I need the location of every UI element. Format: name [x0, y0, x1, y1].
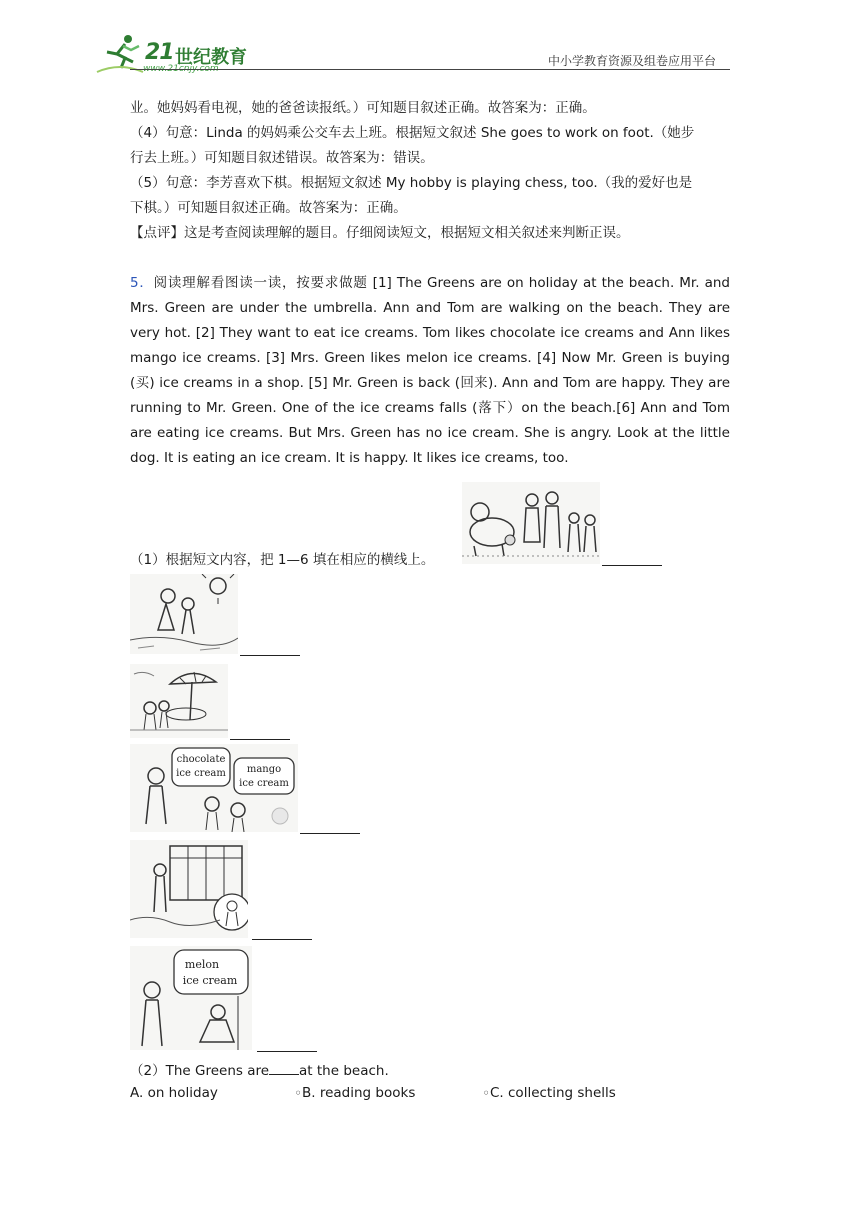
sub-question-2 [130, 1060, 389, 1082]
answer-blank[interactable] [300, 832, 360, 834]
bubble-mango-line1: mango [246, 764, 282, 775]
picture-walking-on-beach [130, 574, 238, 654]
answer-line: 行去上班。）可知题目叙述错误。故答案为：错误。 [130, 150, 434, 166]
question-5-passage [130, 271, 730, 471]
answer-blank[interactable] [252, 938, 312, 940]
option-b[interactable]: B. reading books [302, 1085, 416, 1101]
sub-question-2-after: at the beach. [299, 1063, 389, 1079]
page-header [95, 32, 730, 78]
logo-name: 世纪教育 [175, 47, 247, 68]
answer-line: （5）句意：李芳喜欢下棋。根据短文叙述 My hobby is playing chess, too.（我的爱好也是 [130, 175, 693, 191]
answer-line: 下棋。）可知题目叙述正确。故答案为：正确。 [130, 200, 407, 216]
answer-options [130, 1085, 730, 1107]
comment-line: 【点评】这是考查阅读理解的题目。仔细阅读短文，根据短文相关叙述来判断正误。 [130, 225, 630, 241]
logo-number: 21 [145, 40, 174, 65]
answer-line: （4）句意：Linda 的妈妈乘公交车去上班。根据短文叙述 She goes to work on foot.（她步 [130, 125, 695, 141]
question-number: 5． [130, 275, 154, 291]
picture-under-umbrella [130, 664, 228, 738]
picture-buying-ice-creams [130, 840, 248, 938]
answer-blank[interactable] [602, 564, 662, 566]
option-c[interactable]: C. collecting shells [490, 1085, 616, 1101]
answer-blank[interactable] [240, 654, 300, 656]
passage-text: 阅读理解看图读一读，按要求做题 [1] The Greens are on holiday at the beach. Mr. and Mrs. Green are under the umbrella. Ann and Tom are walking on the beach. They are very hot. [2] They want to eat ice creams. Tom likes chocolate ice creams and Ann likes mango ice creams. [3] Mrs. Green likes melon ice creams. [4] Now Mr. Green is buying (买) ice creams in a shop. [5] Mr. Green is back (回来). Ann and Tom are happy. They are running to Mr. Green. One of the ice creams falls (落下）on the beach.[6] Ann and Tom are eating ice creams. But Mrs. Green has no ice cream. She is angry. Look at the little dog. It is eating an ice cream. It is happy. It likes ice creams, too. [130, 275, 730, 466]
document-body [130, 96, 730, 471]
answer-line: 业。她妈妈看电视，她的爸爸读报纸。）可知题目叙述正确。故答案为：正确。 [130, 100, 596, 116]
bubble-melon-line1: melon [184, 958, 220, 971]
picture-dog-eating-ice-cream [462, 482, 600, 564]
option-c-marker: ○ [484, 1090, 489, 1096]
sub-question-1: （1）根据短文内容，把 1—6 填在相应的横线上。 [130, 552, 435, 568]
bubble-melon-line2: ice cream [182, 974, 238, 987]
logo-url: www.21cnjy.com [143, 64, 219, 74]
option-a[interactable]: A. on holiday [130, 1085, 218, 1101]
picture-melon-ice-cream [130, 946, 252, 1050]
sub-question-2-before: （2）The Greens are [130, 1063, 270, 1079]
bubble-chocolate-line2: ice cream [176, 768, 226, 779]
bubble-chocolate-line1: chocolate [176, 754, 226, 765]
bubble-mango-line2: ice cream [239, 778, 289, 789]
header-tagline: 中小学教育资源及组卷应用平台 [547, 54, 716, 68]
fill-in-blank[interactable] [269, 1060, 299, 1075]
option-b-marker: ○ [296, 1090, 301, 1096]
answer-blank[interactable] [257, 1050, 317, 1052]
picture-want-ice-cream [130, 744, 298, 832]
header-divider [130, 69, 730, 70]
answer-blank[interactable] [230, 738, 290, 740]
